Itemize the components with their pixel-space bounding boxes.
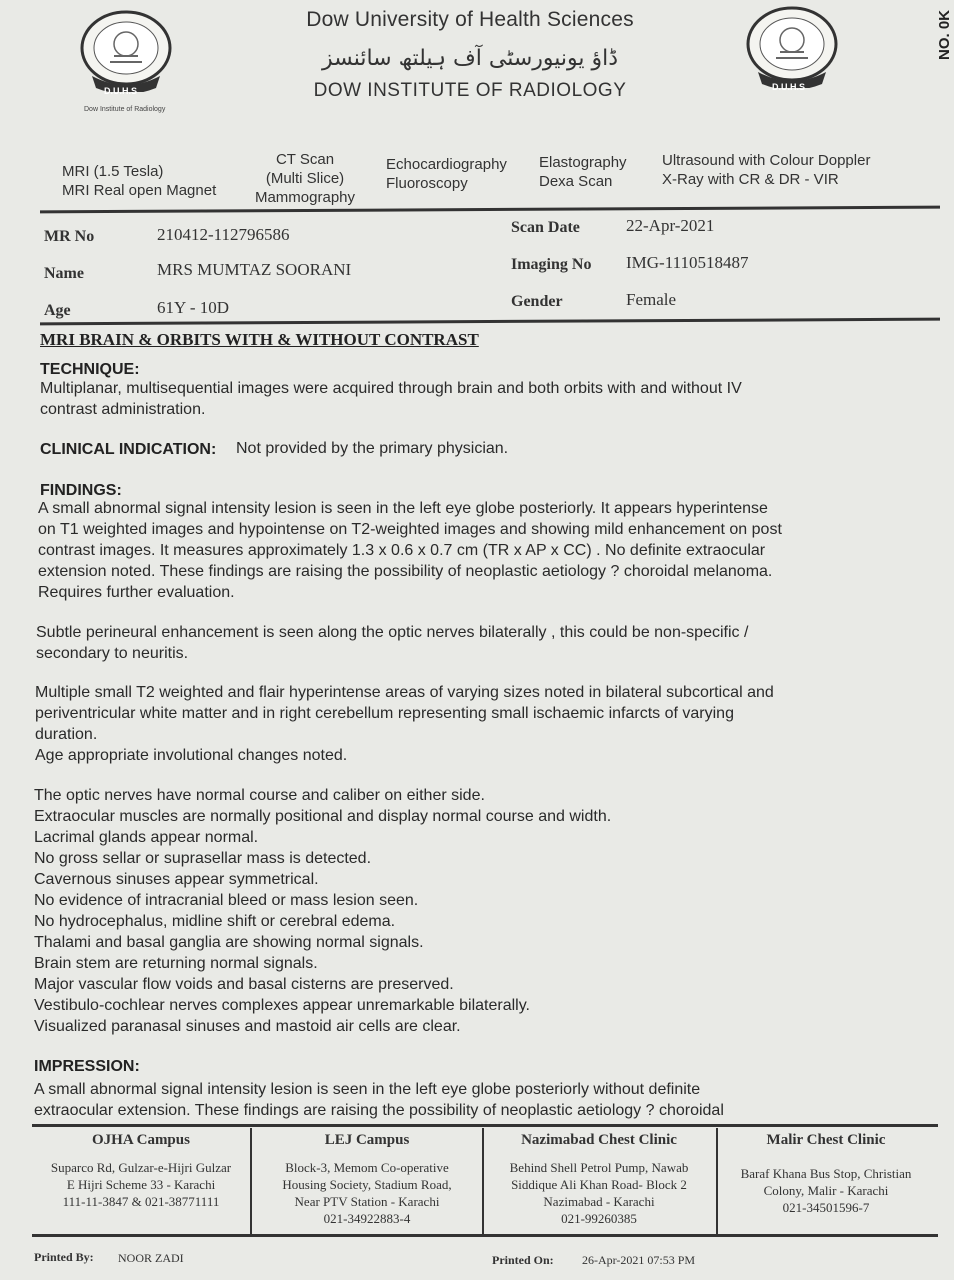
campus-name: OJHA Campus bbox=[92, 1132, 190, 1148]
services-col1 bbox=[62, 162, 216, 200]
campus-lej bbox=[254, 1128, 480, 1234]
campus-name: Nazimabad Chest Clinic bbox=[521, 1132, 677, 1148]
gender-label: Gender bbox=[511, 293, 563, 310]
footer-separator bbox=[250, 1128, 252, 1234]
services-col3 bbox=[386, 155, 507, 193]
patient-divider bbox=[40, 318, 940, 326]
printed-on-value: 26-Apr-2021 07:53 PM bbox=[582, 1253, 696, 1267]
service-item: Mammography bbox=[254, 189, 356, 206]
campus-address: Suparco Rd, Gulzar-e-Hijri Gulzar E Hijri Scheme 33 - Karachi 111-11-3847 & 021-38771111 bbox=[50, 1160, 232, 1209]
finding-line: Lacrimal glands appear normal. bbox=[34, 829, 259, 846]
footer-bottom-divider bbox=[32, 1234, 938, 1237]
finding-line: Thalami and basal ganglia are showing normal signals. bbox=[34, 934, 424, 951]
clinical-indication-text: Not provided by the primary physician. bbox=[236, 440, 509, 457]
clinical-indication-heading: CLINICAL INDICATION: bbox=[40, 441, 217, 458]
campus-malir bbox=[720, 1128, 932, 1234]
service-item: X-Ray with CR & DR - VIR bbox=[662, 171, 839, 188]
edge-text: NO. 0K bbox=[936, 10, 953, 61]
campus-address: Block-3, Memom Co-operative Housing Society, Stadium Road, Near PTV Station - Karachi 021-34922883-4 bbox=[282, 1160, 452, 1226]
services-col5 bbox=[662, 151, 870, 189]
service-item: (Multi Slice) bbox=[265, 170, 345, 187]
campus-name: LEJ Campus bbox=[324, 1132, 410, 1148]
services-col2 bbox=[252, 150, 358, 207]
gender-value: Female bbox=[626, 290, 677, 309]
age-value: 61Y - 10D bbox=[157, 298, 230, 317]
duhs-logo-right bbox=[742, 6, 842, 88]
technique-text: Multiplanar, multisequential images were acquired through brain and both orbits with and without IV contrast administration. bbox=[40, 380, 742, 418]
service-item: MRI Real open Magnet bbox=[62, 182, 217, 199]
footer-top-divider bbox=[32, 1124, 938, 1127]
campus-nazimabad bbox=[486, 1128, 712, 1234]
campus-address: Behind Shell Petrol Pump, Nawab Siddique Ali Khan Road- Block 2 Nazimabad - Karachi 021-99260385 bbox=[509, 1160, 689, 1226]
institute-name: DOW INSTITUTE OF RADIOLOGY bbox=[313, 80, 627, 101]
findings-paragraph-2: Subtle perineural enhancement is seen along the optic nerves bilaterally , this could be non-specific / secondary to neuritis. bbox=[36, 624, 749, 662]
finding-line: The optic nerves have normal course and caliber on either side. bbox=[34, 787, 485, 804]
campus-name: Malir Chest Clinic bbox=[766, 1132, 886, 1148]
service-item: Fluoroscopy bbox=[386, 175, 468, 192]
finding-line: No hydrocephalus, midline shift or cerebral edema. bbox=[34, 913, 396, 930]
scan-date-value: 22-Apr-2021 bbox=[626, 216, 715, 235]
logo-text-left: D.U.H.S bbox=[104, 86, 138, 96]
finding-line: Major vascular flow voids and basal cisterns are preserved. bbox=[34, 976, 454, 993]
printed-by-value: NOOR ZADI bbox=[118, 1251, 184, 1265]
logo-caption: Dow Institute of Radiology bbox=[84, 106, 166, 113]
footer-separator bbox=[482, 1128, 484, 1234]
age-label: Age bbox=[44, 302, 71, 319]
finding-line: Vestibulo-cochlear nerves complexes appear unremarkable bilaterally. bbox=[34, 997, 530, 1014]
technique-heading: TECHNIQUE: bbox=[40, 361, 140, 378]
duhs-logo-left bbox=[76, 10, 176, 92]
report-title: MRI BRAIN & ORBITS WITH & WITHOUT CONTRAST bbox=[40, 330, 479, 349]
service-item: MRI (1.5 Tesla) bbox=[62, 163, 164, 180]
finding-line: Extraocular muscles are normally positional and display normal course and width. bbox=[34, 808, 612, 825]
imaging-no-label: Imaging No bbox=[511, 256, 592, 273]
services-col4 bbox=[539, 153, 627, 191]
finding-line: No gross sellar or suprasellar mass is detected. bbox=[34, 850, 372, 867]
finding-line: Cavernous sinuses appear symmetrical. bbox=[34, 871, 319, 888]
campus-address: Baraf Khana Bus Stop, Christian Colony, Malir - Karachi 021-34501596-7 bbox=[740, 1166, 912, 1215]
university-name: Dow University of Health Sciences bbox=[306, 8, 634, 31]
findings-paragraph-3: Multiple small T2 weighted and flair hyperintense areas of varying sizes noted in bilateral subcortical and periventricular white matter and in right cerebellum representing small ischaemic infarcts of varying duration. Age appropriate involutional changes noted. bbox=[35, 684, 774, 764]
finding-line: Brain stem are returning normal signals. bbox=[34, 955, 318, 972]
mr-no-value: 210412-112796586 bbox=[157, 225, 290, 244]
logo-text-right: D.U.H.S bbox=[772, 82, 806, 92]
edge-text-clip bbox=[936, 10, 954, 130]
service-item: Ultrasound with Colour Doppler bbox=[662, 152, 871, 169]
scan-date-label: Scan Date bbox=[511, 219, 580, 236]
service-item: Dexa Scan bbox=[539, 173, 613, 190]
university-name-urdu: ڈاؤ یونیورسٹی آف ہیلتھ سائنسز bbox=[321, 46, 619, 71]
finding-line: Visualized paranasal sinuses and mastoid air cells are clear. bbox=[34, 1018, 461, 1035]
service-item: Echocardiography bbox=[386, 156, 507, 173]
service-item: Elastography bbox=[539, 154, 627, 171]
findings-heading: FINDINGS: bbox=[40, 482, 122, 499]
name-value: MRS MUMTAZ SOORANI bbox=[157, 260, 352, 279]
mr-no-label: MR No bbox=[44, 228, 95, 245]
findings-paragraph-1: A small abnormal signal intensity lesion is seen in the left eye globe posteriorly. It appears hyperintense on T1 weighted images and hypointense on T2-weighted images and showing mild enhancement on post contrast images. It measures approximately 1.3 x 0.6 x 0.7 cm (TR x AP x CC) . No definite extraocular extension noted. These findings are raising the possibility of neoplastic aetiology ? choroidal melanoma. Requires further evaluation. bbox=[38, 500, 782, 601]
finding-line: No evidence of intracranial bleed or mass lesion seen. bbox=[34, 892, 419, 909]
campus-ojha bbox=[34, 1128, 248, 1234]
printed-by-label: Printed By: bbox=[34, 1250, 94, 1264]
impression-heading: IMPRESSION: bbox=[34, 1058, 140, 1075]
impression-text: A small abnormal signal intensity lesion is seen in the left eye globe posteriorly without definite extraocular extension. These findings are raising the possibility of neoplastic aetiology ? choroidal bbox=[34, 1081, 724, 1119]
footer-separator bbox=[716, 1128, 718, 1234]
service-item: CT Scan bbox=[275, 151, 335, 168]
printed-on-label: Printed On: bbox=[492, 1253, 554, 1267]
header-divider bbox=[40, 206, 940, 214]
imaging-no-value: IMG-1110518487 bbox=[626, 253, 749, 272]
name-label: Name bbox=[44, 265, 84, 282]
